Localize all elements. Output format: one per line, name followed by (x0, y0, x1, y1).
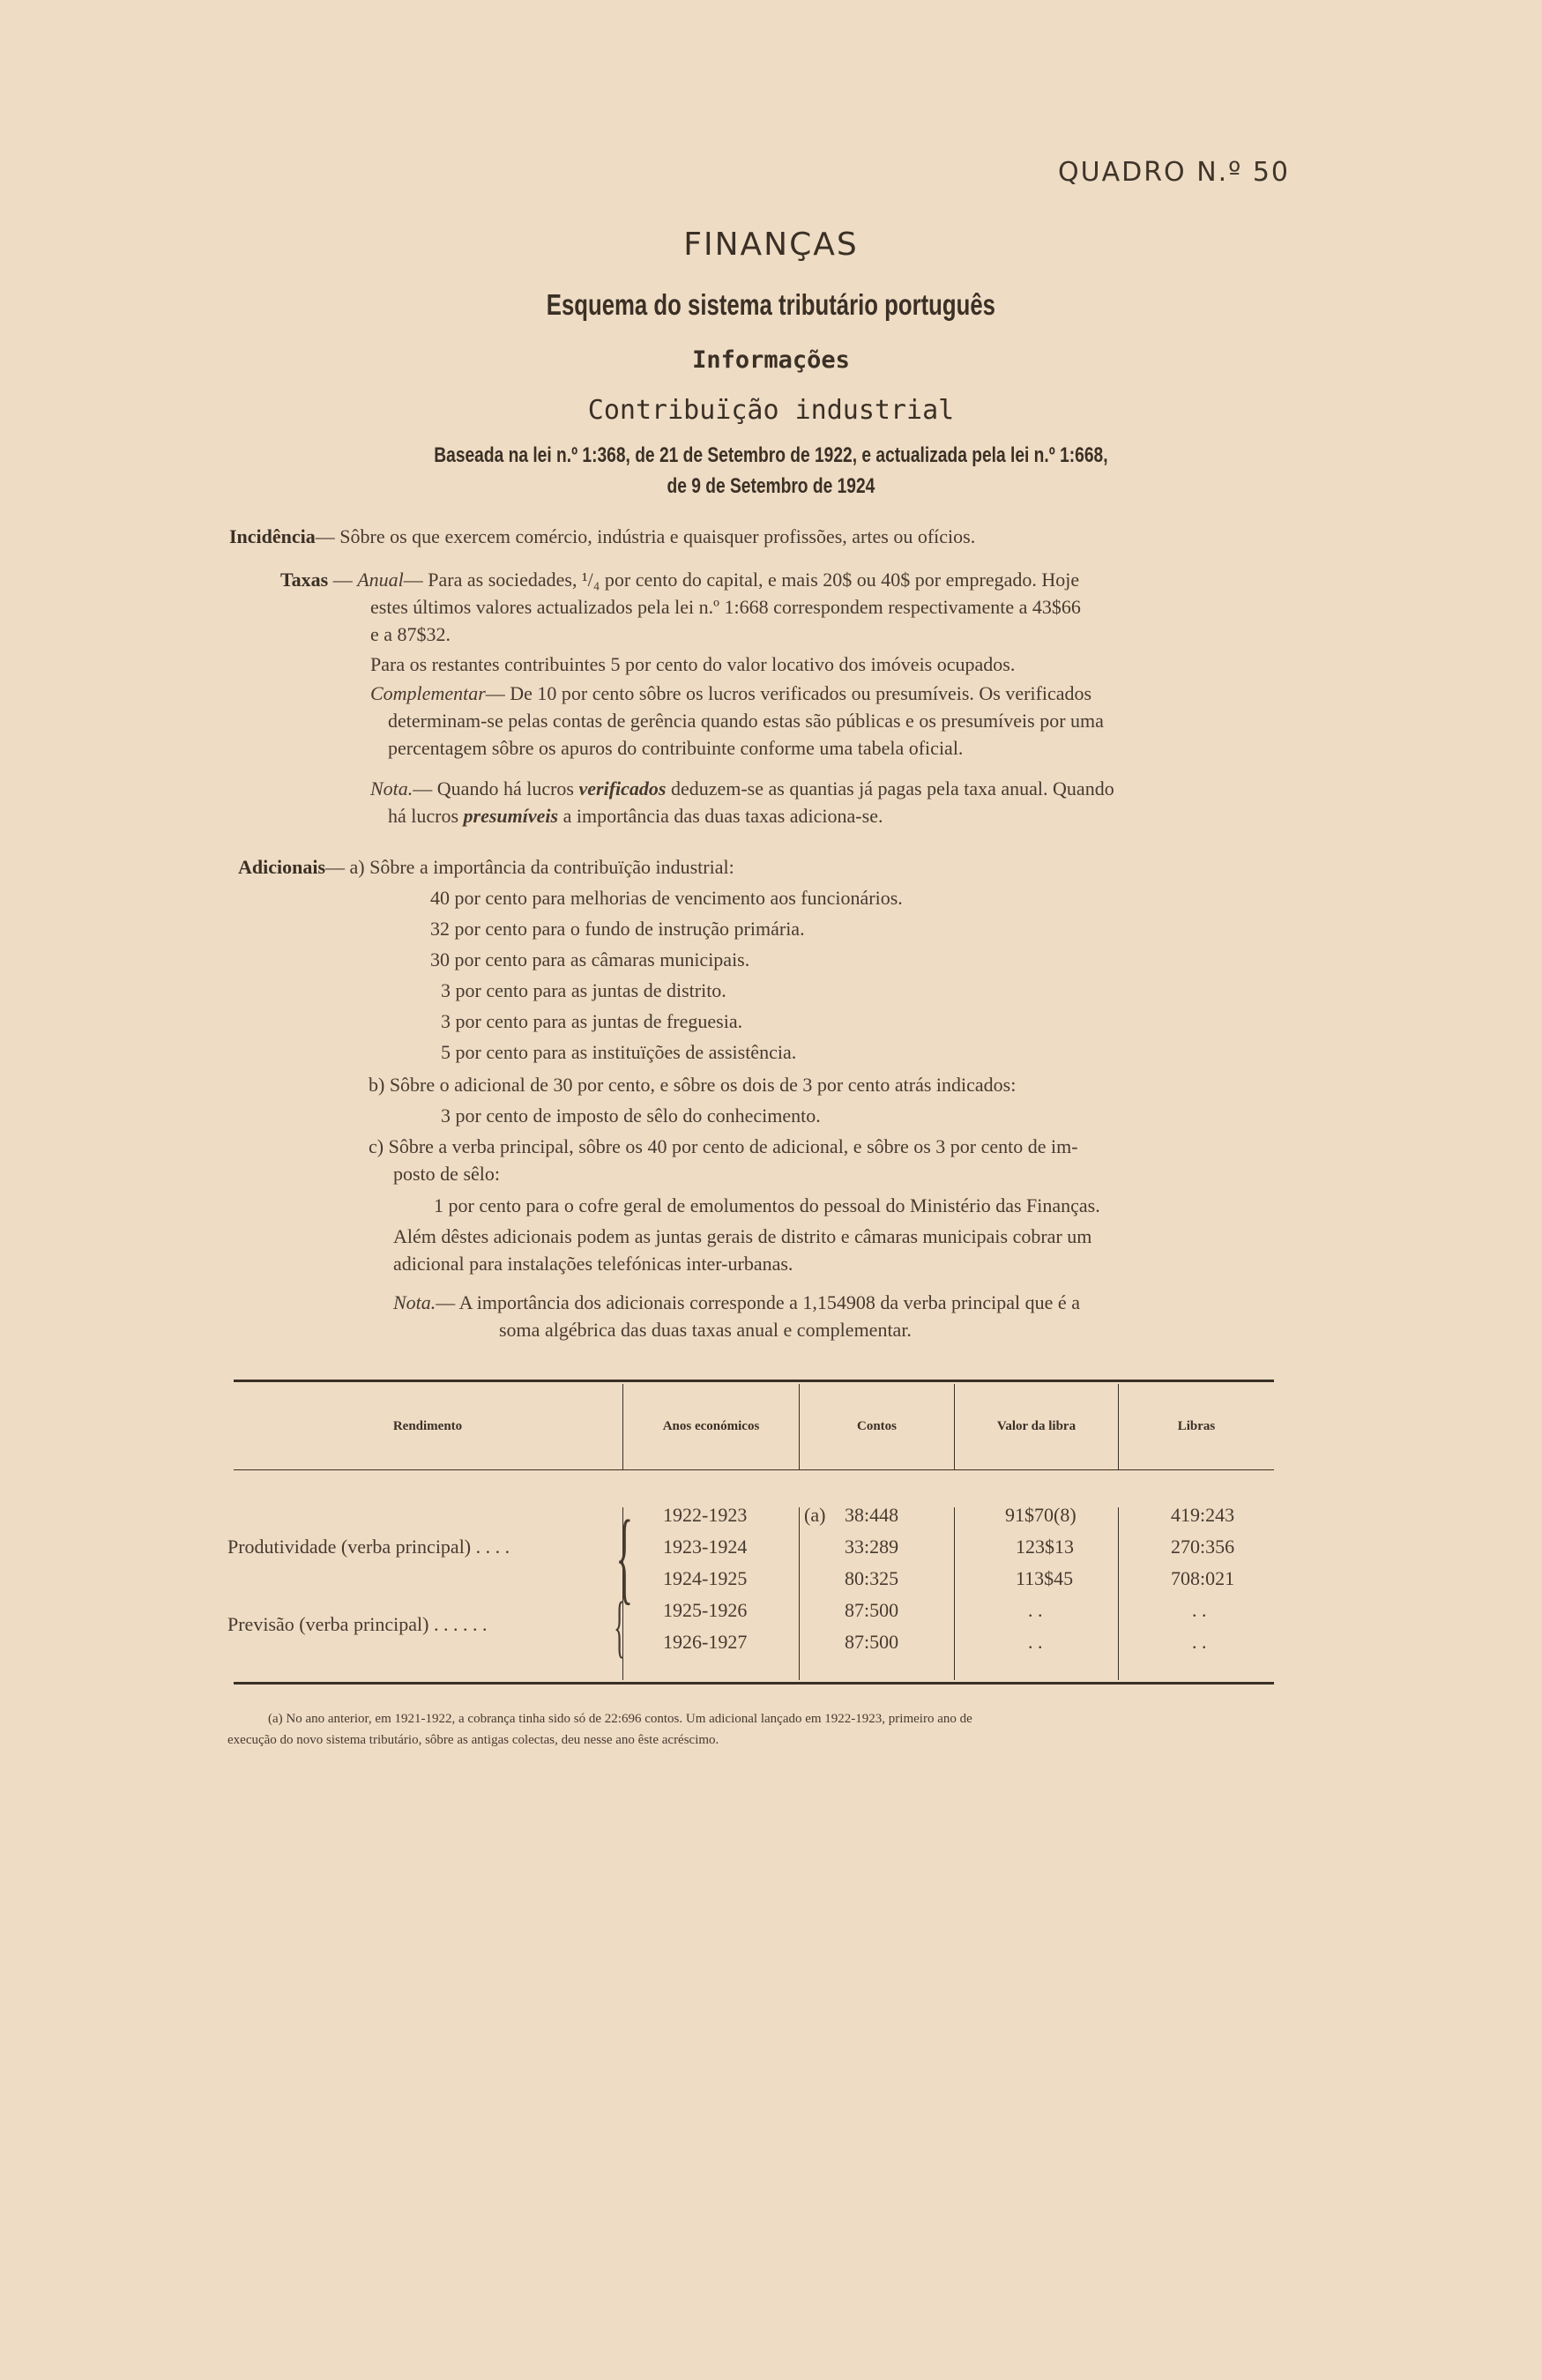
header-contos: Contos (856, 1419, 897, 1433)
cell-contos: 33:289 (845, 1536, 899, 1558)
anual-label: Anual (357, 569, 404, 591)
cell-libras: 708:021 (1171, 1567, 1235, 1589)
document-subtitle: Informações (692, 346, 850, 374)
taxas-nota-verificados: verificados (578, 777, 667, 800)
adicionais-nota-line-1 (393, 1291, 1080, 1314)
column-divider (954, 1507, 955, 1680)
adicionais-nota-label: Nota. (393, 1291, 436, 1313)
adicionais-b-intro: b) Sôbre o adicional de 30 por cento, e sôbre os dois de 3 por cento atrás indicados: (369, 1074, 1017, 1096)
document-title: Esquema do sistema tributário português (546, 288, 995, 321)
adicionais-label: Adicionais (238, 856, 326, 878)
taxas-nota-line-2 (388, 805, 883, 828)
adicional-item: 5 por cento para as instituïções de assistência. (441, 1041, 797, 1063)
basis-line-1: Baseada na lei n.º 1:368, de 21 de Setembro de 1922, e actualizada pela lei n.º 1:668, (434, 443, 1108, 467)
cell-ano: 1925-1926 (663, 1599, 748, 1621)
cell-valor: 91$70(8) (1005, 1504, 1076, 1526)
cell-valor: . . (1028, 1599, 1043, 1621)
cell-valor: 123$13 (1016, 1536, 1074, 1558)
taxas-nota-text-1a: — Quando há lucros (413, 777, 579, 800)
incidencia-text: — Sôbre os que exercem comércio, indústria e quaisquer profissões, artes ou ofícios. (315, 525, 976, 547)
adicionais-a-intro: — a) Sôbre a importância da contribuïção industrial: (325, 856, 734, 878)
cell-libras: . . (1192, 1599, 1207, 1621)
cell-note: (a) (804, 1504, 826, 1526)
taxas-text-1: — Para as sociedades, ¹/₄ por cento do capital, e mais 20$ ou 40$ por empregado. Hoje (403, 569, 1080, 591)
taxas-nota-text-2a: há lucros (388, 805, 464, 827)
brace-produtividade: { (615, 1499, 634, 1614)
cell-ano: 1922-1923 (663, 1504, 748, 1526)
adicional-item: 3 por cento para as juntas de distrito. (441, 979, 726, 1001)
adicionais-c-intro-2: posto de sêlo: (393, 1163, 500, 1185)
cell-valor: . . (1028, 1631, 1043, 1653)
adicionais-line-a (238, 856, 734, 879)
taxas-text-2: estes últimos valores actualizados pela lei n.º 1:668 correspondem respectivamente a 43$66 (370, 596, 1081, 618)
header-anos: Anos económicos (662, 1419, 760, 1433)
adicionais-nota-text-2: soma algébrica das duas taxas anual e complementar. (499, 1319, 912, 1341)
cell-contos: 87:500 (845, 1631, 899, 1653)
header-rendimento: Rendimento (392, 1419, 463, 1433)
adicionais-nota-text-1: — A importância dos adicionais corresponde a 1,154908 da verba principal que é a (436, 1291, 1080, 1313)
cell-contos: 87:500 (845, 1599, 899, 1621)
basis-line-2: de 9 de Setembro de 1924 (667, 474, 875, 498)
taxas-text-3: e a 87$32. (370, 623, 451, 645)
column-divider (799, 1507, 800, 1680)
cell-libras: 419:243 (1171, 1504, 1235, 1526)
complementar-label: Complementar (370, 682, 486, 704)
header-libras: Libras (1177, 1419, 1216, 1433)
incidencia-label: Incidência (229, 525, 316, 547)
group-label-produtividade: Produtividade (verba principal) . . . . (227, 1536, 510, 1558)
adicionais-alem-2: adicional para instalações telefónicas inter-urbanas. (393, 1253, 793, 1275)
adicionais-b-item: 3 por cento de imposto de sêlo do conhecimento. (441, 1104, 821, 1127)
topic-title: Contribuïção industrial (587, 395, 955, 426)
footnote-line-1: (a) No ano anterior, em 1921-1922, a cobrança tinha sido só de 22:696 contos. Um adicional lançado em 1922-1923, primeiro ano de (268, 1712, 972, 1726)
footnote-line-2: execução do novo sistema tributário, sôbre as antigas colectas, deu nesse ano êste acréscimo. (227, 1733, 719, 1747)
table-top-rule (234, 1380, 1274, 1382)
taxas-nota-text-1c: deduzem-se as quantias já pagas pela taxa anual. Quando (666, 777, 1114, 800)
header-valor-libra: Valor da libra (996, 1419, 1076, 1433)
quadro-number: QUADRO N.º 50 (1058, 157, 1291, 188)
taxas-dash: — (332, 569, 353, 591)
cell-ano: 1926-1927 (663, 1631, 748, 1653)
cell-libras: . . (1192, 1631, 1207, 1653)
cell-ano: 1923-1924 (663, 1536, 748, 1558)
incidencia-row (229, 525, 975, 548)
complementar-line-1 (370, 682, 1091, 705)
adicional-item: 30 por cento para as câmaras municipais. (430, 948, 750, 971)
complementar-text-3: percentagem sôbre os apuros do contribuinte conforme uma tabela oficial. (388, 737, 964, 759)
table-bottom-rule (234, 1682, 1274, 1685)
group-label-previsao: Previsão (verba principal) . . . . . . (227, 1613, 488, 1635)
taxas-label: Taxas (280, 569, 329, 591)
taxas-nota-label: Nota. (370, 777, 413, 800)
taxas-nota-line-1 (370, 777, 1114, 800)
taxas-line-1 (280, 569, 1079, 591)
taxas-nota-presumiveis: presumíveis (463, 805, 559, 827)
column-divider (1118, 1507, 1119, 1680)
cell-contos: 38:448 (845, 1504, 899, 1526)
taxas-text-4: Para os restantes contribuintes 5 por cento do valor locativo dos imóveis ocupados. (370, 653, 1016, 675)
cell-libras: 270:356 (1171, 1536, 1235, 1558)
adicional-item: 40 por cento para melhorias de vencimento aos funcionários. (430, 887, 903, 909)
adicionais-alem-1: Além dêstes adicionais podem as juntas gerais de distrito e câmaras municipais cobrar um (393, 1225, 1092, 1247)
complementar-text-2: determinam-se pelas contas de gerência quando estas são públicas e os presumíveis por uma (388, 710, 1104, 732)
cell-valor: 113$45 (1016, 1567, 1074, 1589)
adicionais-c-item: 1 por cento para o cofre geral de emolumentos do pessoal do Ministério das Finanças. (434, 1194, 1100, 1216)
adicional-item: 3 por cento para as juntas de freguesia. (441, 1010, 743, 1032)
adicionais-c-intro-1: c) Sôbre a verba principal, sôbre os 40 por cento de adicional, e sôbre os 3 por cento de im- (369, 1135, 1078, 1157)
adicional-item: 32 por cento para o fundo de instrução primária. (430, 918, 805, 940)
cell-ano: 1924-1925 (663, 1567, 748, 1589)
brace-previsao: { (614, 1588, 626, 1664)
taxas-nota-text-2c: a importância das duas taxas adiciona-se. (558, 805, 883, 827)
complementar-text-1: — De 10 por cento sôbre os lucros verificados ou presumíveis. Os verificados (485, 682, 1092, 704)
section-title: FINANÇAS (683, 227, 859, 263)
cell-contos: 80:325 (845, 1567, 899, 1589)
